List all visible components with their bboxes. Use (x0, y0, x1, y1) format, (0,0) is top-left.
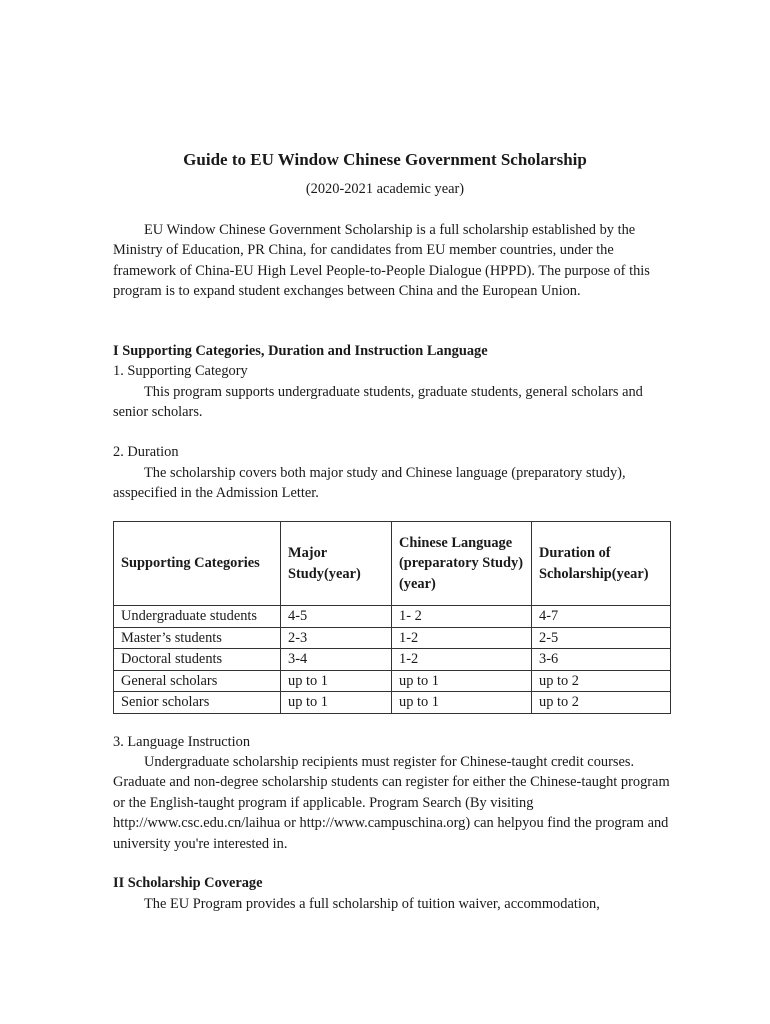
table-cell: 2-3 (281, 627, 392, 649)
section-2-heading: II Scholarship Coverage (113, 875, 263, 891)
table-cell: Senior scholars (114, 692, 281, 714)
document-title: Guide to EU Window Chinese Government Scholarship (183, 150, 587, 169)
subsection-1-text: This program supports undergraduate students, graduate students, general scholars and senior scholars. (113, 384, 643, 421)
table-cell: up to 1 (392, 670, 532, 692)
table-cell: 4-5 (281, 606, 392, 628)
table-cell: 3-6 (532, 649, 671, 671)
table-cell: up to 1 (281, 692, 392, 714)
header-duration: Duration of Scholarship(year) (532, 522, 671, 606)
table-cell: 3-4 (281, 649, 392, 671)
subsection-2-title: 2. Duration (113, 444, 179, 460)
section-2-text: The EU Program provides a full scholarship of tuition waiver, accommodation, (144, 896, 600, 912)
header-chinese-language: Chinese Language (preparatory Study)(year) (392, 522, 532, 606)
document-subtitle: (2020-2021 academic year) (305, 181, 465, 197)
table-cell: 1- 2 (392, 606, 532, 628)
table-header-row (114, 522, 671, 606)
table-cell: up to 2 (532, 692, 671, 714)
subsection-2-text: The scholarship covers both major study and Chinese language (preparatory study), asspecified in the Admission Letter. (113, 465, 626, 502)
duration-table (113, 521, 671, 714)
table-cell: Undergraduate students (114, 606, 281, 628)
table-cell: up to 2 (532, 670, 671, 692)
table-row (114, 670, 671, 692)
header-major-study: Major Study(year) (281, 522, 392, 606)
table-row (114, 649, 671, 671)
intro-paragraph: EU Window Chinese Government Scholarship is a full scholarship established by the Ministry of Education, PR China, for candidates from EU member countries, under the framework of China-EU High Level People-to-People Dialogue (HPPD). The purpose of this program is to expand student exchanges between China and the European Union. (113, 222, 650, 300)
table-cell: 1-2 (392, 649, 532, 671)
subsection-3-text: Undergraduate scholarship recipients must register for Chinese-taught credit courses. Graduate and non-degree scholarship students can register for either the Chinese-taught program or the English-taught program if applicable. Program Search (By visiting http://www.csc.edu.cn/laihua or http://www.campuschina.org) can helpyou find the program and university you're interested in. (113, 754, 670, 852)
header-supporting-categories: Supporting Categories (114, 522, 281, 606)
table-row (114, 606, 671, 628)
table-cell: Master’s students (114, 627, 281, 649)
table-cell: 4-7 (532, 606, 671, 628)
table-cell: Doctoral students (114, 649, 281, 671)
table-row (114, 627, 671, 649)
table-cell: General scholars (114, 670, 281, 692)
table-cell: up to 1 (281, 670, 392, 692)
subsection-1-title: 1. Supporting Category (113, 363, 248, 379)
table-cell: 1-2 (392, 627, 532, 649)
table-cell: 2-5 (532, 627, 671, 649)
subsection-3-title: 3. Language Instruction (113, 734, 251, 750)
table-cell: up to 1 (392, 692, 532, 714)
table-row (114, 692, 671, 714)
section-1-heading: I Supporting Categories, Duration and Instruction Language (113, 343, 488, 359)
